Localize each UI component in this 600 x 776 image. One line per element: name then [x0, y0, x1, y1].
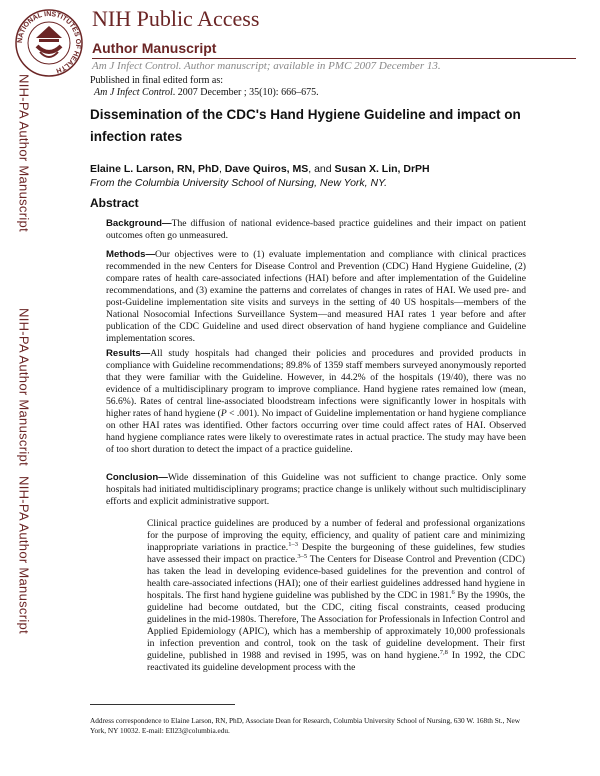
logo-text: NATIONAL INSTITUTES OF HEALTH — [16, 10, 82, 74]
results-text-1: All study hospitals had changed their policies and procedures and provided products in compliance with Guideline recommendations; 89.8% of 1359 staff members surveyed anonymously reported that they were familiar with the Guideline. However, in 44.2% of the hospitals (19/40), there was no evidence of a multidisciplinary program to improve compliance. Hand hygiene rates remained low (mean, 56.6%). Rates of central line-associated bloodstream infections were significantly lower in hospitals with higher rates of hand hygiene ( — [106, 348, 526, 419]
nih-logo — [14, 8, 84, 78]
author-affiliation: From the Columbia University School of Nursing, New York, NY. — [90, 177, 388, 189]
publication-journal: Am J Infect Control — [94, 87, 173, 98]
abstract-heading: Abstract — [90, 196, 139, 210]
citation-ref: 7,8 — [439, 648, 448, 656]
footnote-rule — [90, 704, 235, 705]
header-rule — [92, 58, 576, 59]
citation-ref: 3–5 — [297, 552, 308, 560]
abstract-conclusion — [106, 472, 526, 508]
author-name: Dave Quiros, MS — [224, 163, 309, 175]
correspondence-footnote: Address correspondence to Elaine Larson, RN, PhD, Associate Dean for Research, Columbia University School of Nursing, 630 W. 168th St., New York, NY 10032. E-mail: EIl23@columbia.edu. — [90, 716, 521, 735]
publication-reference — [94, 87, 319, 98]
publication-volume: . 2007 December ; 35(10): 666–675. — [172, 87, 319, 98]
background-text: The diffusion of national evidence-based practice guidelines and their impact on patient outcomes often go unmeasured. — [106, 218, 526, 241]
citation-ref: 1–3 — [288, 540, 298, 548]
background-label: Background— — [106, 218, 172, 229]
author-name: Elaine L. Larson, RN, PhD — [90, 163, 219, 175]
results-label: Results— — [106, 348, 151, 359]
published-label: Published in final edited form as: — [90, 75, 224, 86]
conclusion-label: Conclusion— — [106, 472, 168, 483]
citation-ref: 6 — [451, 588, 455, 596]
abstract-background — [106, 218, 526, 242]
methods-text: Our objectives were to (1) evaluate implementation and compliance with clinical practices recommended in the new Centers for Disease Control and Prevention (CDC) Hand Hygiene Guideline, (2) compare rates of health care-associated infections (HAI) before and after implementation of the Guideline recommendations, and (3) examine the patterns and correlates of changes in rates of HAI. We used pre- and post-Guideline implementation site visits and surveys in the setting of 40 US hospitals—members of the National Nosocomial Infections Surveillance System—and measured HAI rates 1 year before and after publication of the CDC Guideline and used direct observation of hand hygiene compliance and Guideline implementation scores. — [106, 249, 526, 344]
citation-journal: Am J Infect Control — [92, 60, 179, 72]
sidebar-label-middle: NIH-PA Author Manuscript — [16, 308, 32, 466]
availability-citation — [92, 60, 441, 72]
methods-label: Methods— — [106, 249, 156, 260]
citation-availability: . Author manuscript; available in PMC 2007 December 13. — [178, 60, 441, 72]
author-manuscript-label: Author Manuscript — [92, 40, 217, 56]
abstract-results — [106, 348, 526, 456]
sidebar-label-top: NIH-PA Author Manuscript — [16, 74, 32, 232]
sidebar-label-bottom: NIH-PA Author Manuscript — [16, 476, 32, 634]
abstract-methods — [106, 249, 526, 345]
author-list: Elaine L. Larson, RN, PhD, Dave Quiros, MS, and Susan X. Lin, DrPH — [90, 163, 430, 175]
conclusion-text: Wide dissemination of this Guideline was not sufficient to change practice. Only some hospitals had initiated multidisciplinary programs; practice change is unlikely without such multidisciplinary efforts and explicit administrative support. — [106, 472, 526, 507]
results-p-value: P — [220, 408, 227, 419]
svg-text:NATIONAL INSTITUTES OF HEALTH — [17, 11, 81, 74]
nih-public-access-title: NIH Public Access — [92, 6, 260, 31]
body-paragraph: Clinical practice guidelines are produced by a number of federal and professional organizations for the purpose of improving the equity, efficiency, and quality of patient care and minimizing inappropriate variations in practice.$^{1-3}$ Despite the burgeoning of these guidelines, few studies have assessed their impact on practice.$^{3-5}$ The Centers for Disease Control and Prevention (CDC) has taken the lead in developing evidence-based guidelines for the prevention and control of health care-associated infections (HAI); one of their earliest guidelines addressed hand hygiene in hospitals. The first hand hygiene guideline was published by the CDC in 1981.$^6$ By the 1990s, the guideline had become outdated, but the CDC, citing fiscal constraints, ceased producing guidelines in the mid-1980s. Therefore, The Association for Professionals in Infection Control and Applied Epidemiology (APIC), which has a membership of approximately 10,000 professionals in infection prevention and control, took on the task of guideline development. Their first guideline, published in 1988 and revised in 1995, was on hand hygiene.$^{7,8}$ In 1992, the CDC reactivated its guideline development process with the — [147, 518, 526, 673]
author-name: Susan X. Lin, DrPH — [334, 163, 430, 175]
results-text-2: < .001). No impact of Guideline implementation or hand hygiene compliance on other HAI rates was identified. Other factors occurring over time could affect rates of HAI. Observed hand hygiene compliance rates were likely to overestimate rates in actual practice. The study may have been of too short duration to detect the impact of a practice guideline. — [106, 408, 526, 455]
article-title: Dissemination of the CDC's Hand Hygiene Guideline and impact on infection rates — [90, 107, 521, 144]
